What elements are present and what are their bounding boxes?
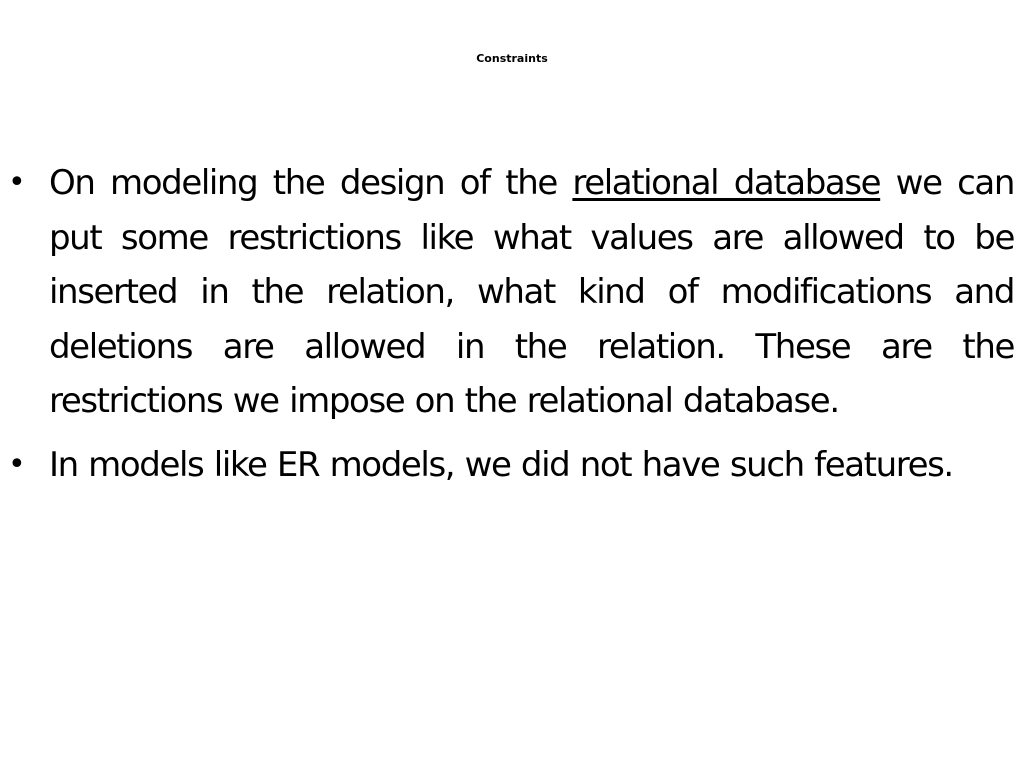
bullet-text-after-link: we can put some restrictions like what values are allowed to be inserted in the relation, what kind of modifications and deletions are allowed in the relation. These are the restrictions we impose on the relational database. bbox=[49, 163, 1014, 421]
bullet-list bbox=[8, 156, 1014, 501]
bullet-icon: • bbox=[8, 165, 25, 200]
bullet-icon: • bbox=[8, 446, 25, 482]
bullet-item-2 bbox=[8, 438, 1014, 493]
bullet-item-1 bbox=[8, 156, 1014, 429]
slide-title: Constraints bbox=[476, 52, 548, 65]
bullet-text-before-link: On modeling the design of the bbox=[49, 163, 573, 203]
bullet-text: In models like ER models, we did not have such features. bbox=[49, 444, 953, 485]
relational-database-link[interactable]: relational database bbox=[572, 163, 881, 203]
